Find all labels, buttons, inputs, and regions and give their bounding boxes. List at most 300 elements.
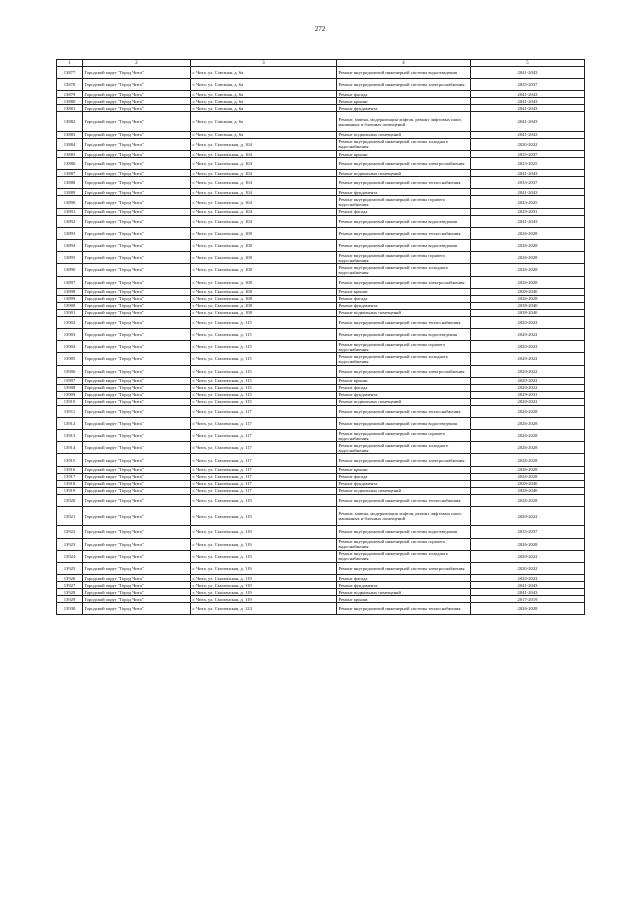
municipality-cell: Городской округ "Город Чита" [83, 288, 191, 295]
row-number-cell: 13898 [57, 288, 83, 295]
table-row [57, 105, 585, 112]
municipality-cell: Городской округ "Город Чита" [83, 264, 191, 276]
row-number-cell: 13919 [57, 487, 83, 494]
work-type-cell: Ремонт крыши [337, 596, 471, 603]
municipality-cell: Городской округ "Город Чита" [83, 227, 191, 239]
table-row [57, 302, 585, 309]
municipality-cell: Городской округ "Город Чита" [83, 131, 191, 138]
municipality-cell: Городской округ "Город Чита" [83, 240, 191, 252]
address-cell: г. Чита, ул. Смоленская, д. 119 [191, 550, 337, 562]
table-row [57, 353, 585, 365]
period-cell: 2020-2022 [471, 398, 585, 405]
address-cell: г. Чита, ул. Смоленская, д. 104 [191, 158, 337, 170]
address-cell: г. Чита, ул. Смоленская, д. 104 [191, 177, 337, 189]
work-type-cell: Ремонт фасада [337, 473, 471, 480]
address-cell: г. Чита, ул. Смоленская, д. 119 [191, 538, 337, 550]
address-cell: г. Чита, ул. Смоленская, д. 104 [191, 196, 337, 208]
work-type-cell: Ремонт внутридомовой инженерной системы холодного водоснабжения [337, 442, 471, 454]
municipality-cell: Городской округ "Город Чита" [83, 138, 191, 150]
table-row [57, 589, 585, 596]
address-cell: г. Чита, ул. Смоленская, д. 119 [191, 582, 337, 589]
address-cell: г. Чита, ул. Смоленская, д. 115 [191, 341, 337, 353]
municipality-cell: Городской округ "Город Чита" [83, 158, 191, 170]
work-type-cell: Ремонт внутридомовой инженерной системы электроснабжения [337, 158, 471, 170]
municipality-cell: Городской округ "Город Чита" [83, 526, 191, 538]
row-number-cell: 13923 [57, 538, 83, 550]
period-cell: 2026-2028 [471, 240, 585, 252]
period-cell: 2026-2028 [471, 603, 585, 615]
work-type-cell: Ремонт крыши [337, 98, 471, 105]
table-row [57, 215, 585, 227]
table-row [57, 276, 585, 288]
row-number-cell: 13915 [57, 454, 83, 466]
address-cell: г. Чита, ул. Смоленская, д. 108 [191, 302, 337, 309]
row-number-cell: 13879 [57, 91, 83, 98]
row-number-cell: 13894 [57, 240, 83, 252]
work-type-cell: Ремонт крыши [337, 288, 471, 295]
row-number-cell: 13881 [57, 105, 83, 112]
table-row [57, 328, 585, 340]
period-cell: 2026-2028 [471, 442, 585, 454]
row-number-cell: 13908 [57, 384, 83, 391]
table-row [57, 79, 585, 91]
work-type-cell: Ремонт крыши [337, 377, 471, 384]
address-cell: г. Чита, ул. Союзная, д. 6а [191, 105, 337, 112]
row-number-cell: 13920 [57, 494, 83, 506]
work-type-cell: Ремонт внутридомовой инженерной системы теплоснабжения [337, 603, 471, 615]
row-number-cell: 13877 [57, 67, 83, 79]
row-number-cell: 13909 [57, 391, 83, 398]
work-type-cell: Ремонт внутридомовой инженерной системы водоотведения [337, 215, 471, 227]
table-row [57, 562, 585, 574]
table-row [57, 550, 585, 562]
municipality-cell: Городской округ "Город Чита" [83, 98, 191, 105]
work-type-cell: Ремонт фундамента [337, 391, 471, 398]
table-row [57, 526, 585, 538]
period-cell: 2020-2022 [471, 316, 585, 328]
table-row [57, 398, 585, 405]
row-number-cell: 13904 [57, 341, 83, 353]
municipality-cell: Городской округ "Город Чита" [83, 487, 191, 494]
table-row [57, 454, 585, 466]
row-number-cell: 13912 [57, 417, 83, 429]
table-row [57, 384, 585, 391]
work-type-cell: Ремонт фасада [337, 91, 471, 98]
address-cell: г. Чита, ул. Смоленская, д. 108 [191, 240, 337, 252]
period-cell: 2041-2043 [471, 589, 585, 596]
table-row [57, 208, 585, 215]
header-cell-1: 1 [57, 60, 83, 67]
row-number-cell: 13930 [57, 603, 83, 615]
table-row [57, 67, 585, 79]
row-number-cell: 13903 [57, 328, 83, 340]
work-type-cell: Ремонт внутридомовой инженерной системы водоотведения [337, 328, 471, 340]
municipality-cell: Городской округ "Город Чита" [83, 79, 191, 91]
address-cell: г. Чита, ул. Смоленская, д. 108 [191, 227, 337, 239]
row-number-cell: 13924 [57, 550, 83, 562]
period-cell: 2026-2028 [471, 538, 585, 550]
work-type-cell: Ремонт подвальных помещений [337, 131, 471, 138]
table-row [57, 189, 585, 196]
address-cell: г. Чита, ул. Союзная, д. 6а [191, 91, 337, 98]
period-cell: 2026-2028 [471, 405, 585, 417]
period-cell: 2020-2022 [471, 575, 585, 582]
row-number-cell: 13926 [57, 575, 83, 582]
period-cell: 2026-2028 [471, 454, 585, 466]
period-cell: 2020-2022 [471, 365, 585, 377]
period-cell: 2038-2040 [471, 288, 585, 295]
table-body [57, 60, 585, 615]
municipality-cell: Городской округ "Город Чита" [83, 276, 191, 288]
period-cell: 2041-2043 [471, 170, 585, 177]
municipality-cell: Городской округ "Город Чита" [83, 189, 191, 196]
table-row [57, 309, 585, 316]
work-type-cell: Ремонт внутридомовой инженерной системы водоотведения [337, 240, 471, 252]
header-cell-5: 5 [471, 60, 585, 67]
municipality-cell: Городской округ "Город Чита" [83, 430, 191, 442]
table-row [57, 158, 585, 170]
address-cell: г. Чита, ул. Смоленская, д. 115 [191, 384, 337, 391]
row-number-cell: 13890 [57, 196, 83, 208]
period-cell: 2020-2022 [471, 384, 585, 391]
work-type-cell: Ремонт внутридомовой инженерной системы горячего водоснабжения [337, 341, 471, 353]
address-cell: г. Чита, ул. Смоленская, д. 119 [191, 562, 337, 574]
period-cell: 2035-2037 [471, 79, 585, 91]
table-row [57, 112, 585, 132]
period-cell: 2026-2028 [471, 417, 585, 429]
work-type-cell: Ремонт внутридомовой инженерной системы электроснабжения [337, 562, 471, 574]
period-cell: 2020-2022 [471, 506, 585, 526]
period-cell: 2026-2028 [471, 227, 585, 239]
work-type-cell: Ремонт внутридомовой инженерной системы теплоснабжения [337, 177, 471, 189]
period-cell: 2023-2025 [471, 158, 585, 170]
period-cell: 2035-2037 [471, 526, 585, 538]
work-type-cell: Ремонт фасада [337, 208, 471, 215]
row-number-cell: 13929 [57, 596, 83, 603]
period-cell: 2029-2031 [471, 391, 585, 398]
municipality-cell: Городской округ "Город Чита" [83, 91, 191, 98]
work-type-cell: Ремонт фундамента [337, 302, 471, 309]
row-number-cell: 13922 [57, 526, 83, 538]
work-type-cell: Ремонт фасада [337, 295, 471, 302]
municipality-cell: Городской округ "Город Чита" [83, 365, 191, 377]
work-type-cell: Ремонт внутридомовой инженерной системы горячего водоснабжения [337, 538, 471, 550]
address-cell: г. Чита, ул. Смоленская, д. 115 [191, 377, 337, 384]
work-type-cell: Ремонт подвальных помещений [337, 170, 471, 177]
row-number-cell: 13892 [57, 215, 83, 227]
table-row [57, 480, 585, 487]
table-row [57, 295, 585, 302]
period-cell: 2041-2043 [471, 98, 585, 105]
municipality-cell: Городской округ "Город Чита" [83, 341, 191, 353]
period-cell: 2017-2019 [471, 596, 585, 603]
municipality-cell: Городской округ "Город Чита" [83, 417, 191, 429]
period-cell: 2041-2043 [471, 582, 585, 589]
address-cell: г. Чита, ул. Смоленская, д. 117 [191, 466, 337, 473]
address-cell: г. Чита, ул. Смоленская, д. 104 [191, 151, 337, 158]
period-cell: 2041-2043 [471, 91, 585, 98]
address-cell: г. Чита, ул. Смоленская, д. 117 [191, 430, 337, 442]
period-cell: 2020-2022 [471, 353, 585, 365]
row-number-cell: 13907 [57, 377, 83, 384]
address-cell: г. Чита, ул. Смоленская, д. 108 [191, 264, 337, 276]
table-row [57, 240, 585, 252]
period-cell: 2020-2022 [471, 562, 585, 574]
municipality-cell: Городской округ "Город Чита" [83, 596, 191, 603]
period-cell: 2038-2040 [471, 480, 585, 487]
municipality-cell: Городской округ "Город Чита" [83, 252, 191, 264]
municipality-cell: Городской округ "Город Чита" [83, 316, 191, 328]
municipality-cell: Городской округ "Город Чита" [83, 208, 191, 215]
address-cell: г. Чита, ул. Смоленская, д. 117 [191, 405, 337, 417]
work-type-cell: Ремонт фасада [337, 384, 471, 391]
period-cell: 2041-2043 [471, 189, 585, 196]
municipality-cell: Городской округ "Город Чита" [83, 442, 191, 454]
municipality-cell: Городской округ "Город Чита" [83, 105, 191, 112]
row-number-cell: 13913 [57, 430, 83, 442]
address-cell: г. Чита, ул. Смоленская, д. 108 [191, 309, 337, 316]
work-type-cell: Ремонт фундамента [337, 582, 471, 589]
row-number-cell: 13884 [57, 138, 83, 150]
row-number-cell: 13885 [57, 151, 83, 158]
row-number-cell: 13906 [57, 365, 83, 377]
municipality-cell: Городской округ "Город Чита" [83, 550, 191, 562]
work-type-cell: Ремонт крыши [337, 151, 471, 158]
address-cell: г. Чита, ул. Смоленская, д. 117 [191, 487, 337, 494]
row-number-cell: 13888 [57, 177, 83, 189]
period-cell: 2026-2028 [471, 295, 585, 302]
municipality-cell: Городской округ "Город Чита" [83, 309, 191, 316]
address-cell: г. Чита, ул. Смоленская, д. 119 [191, 494, 337, 506]
period-cell: 2026-2028 [471, 264, 585, 276]
municipality-cell: Городской округ "Город Чита" [83, 575, 191, 582]
row-number-cell: 13927 [57, 582, 83, 589]
municipality-cell: Городской округ "Город Чита" [83, 353, 191, 365]
table-row [57, 603, 585, 615]
row-number-cell: 13883 [57, 131, 83, 138]
header-cell-4: 4 [337, 60, 471, 67]
address-cell: г. Чита, ул. Смоленская, д. 104 [191, 189, 337, 196]
municipality-cell: Городской округ "Город Чита" [83, 582, 191, 589]
municipality-cell: Городской округ "Город Чита" [83, 196, 191, 208]
table-row [57, 582, 585, 589]
municipality-cell: Городской округ "Город Чита" [83, 328, 191, 340]
row-number-cell: 13886 [57, 158, 83, 170]
period-cell: 2041-2043 [471, 105, 585, 112]
municipality-cell: Городской округ "Город Чита" [83, 473, 191, 480]
work-type-cell: Ремонт внутридомовой инженерной системы горячего водоснабжения [337, 196, 471, 208]
row-number-cell: 13901 [57, 309, 83, 316]
period-cell: 2035-2037 [471, 151, 585, 158]
municipality-cell: Городской округ "Город Чита" [83, 466, 191, 473]
table-row [57, 170, 585, 177]
period-cell: 2038-2040 [471, 302, 585, 309]
address-cell: г. Чита, ул. Смоленская, д. 108 [191, 295, 337, 302]
table-row [57, 405, 585, 417]
period-cell: 2041-2043 [471, 112, 585, 132]
row-number-cell: 13905 [57, 353, 83, 365]
work-type-cell: Ремонт внутридомовой инженерной системы электроснабжения [337, 365, 471, 377]
table-row [57, 487, 585, 494]
row-number-cell: 13893 [57, 227, 83, 239]
address-cell: г. Чита, ул. Союзная, д. 6а [191, 79, 337, 91]
row-number-cell: 13914 [57, 442, 83, 454]
row-number-cell: 13928 [57, 589, 83, 596]
municipality-cell: Городской округ "Город Чита" [83, 454, 191, 466]
row-number-cell: 13899 [57, 295, 83, 302]
row-number-cell: 13902 [57, 316, 83, 328]
municipality-cell: Городской округ "Город Чита" [83, 603, 191, 615]
work-type-cell: Ремонт внутридомовой инженерной системы холодного водоснабжения [337, 264, 471, 276]
period-cell: 2026-2028 [471, 494, 585, 506]
period-cell: 2023-2025 [471, 196, 585, 208]
work-type-cell: Ремонт, замена, модернизация лифтов, ремонт лифтовых шахт, машинных и блочных помещений [337, 112, 471, 132]
municipality-cell: Городской округ "Город Чита" [83, 384, 191, 391]
address-cell: г. Чита, ул. Смоленская, д. 119 [191, 596, 337, 603]
table-row [57, 365, 585, 377]
table-row [57, 473, 585, 480]
address-cell: г. Чита, ул. Смоленская, д. 104 [191, 138, 337, 150]
municipality-cell: Городской округ "Город Чита" [83, 494, 191, 506]
table-row [57, 227, 585, 239]
work-type-cell: Ремонт внутридомовой инженерной системы водоотведения [337, 526, 471, 538]
work-type-cell: Ремонт внутридомовой инженерной системы холодного водоснабжения [337, 550, 471, 562]
row-number-cell: 13897 [57, 276, 83, 288]
work-type-cell: Ремонт внутридомовой инженерной системы холодного водоснабжения [337, 138, 471, 150]
address-cell: г. Чита, ул. Смоленская, д. 104 [191, 215, 337, 227]
municipality-cell: Городской округ "Город Чита" [83, 302, 191, 309]
period-cell: 2020-2022 [471, 377, 585, 384]
address-cell: г. Чита, ул. Смоленская, д. 115 [191, 391, 337, 398]
address-cell: г. Чита, ул. Смоленская, д. 119 [191, 526, 337, 538]
table-row [57, 377, 585, 384]
row-number-cell: 13917 [57, 473, 83, 480]
table-row [57, 91, 585, 98]
table-row [57, 138, 585, 150]
work-type-cell: Ремонт внутридомовой инженерной системы электроснабжения [337, 276, 471, 288]
row-number-cell: 13918 [57, 480, 83, 487]
table-row [57, 151, 585, 158]
period-cell: 2026-2028 [471, 430, 585, 442]
work-type-cell: Ремонт внутридомовой инженерной системы горячего водоснабжения [337, 252, 471, 264]
address-cell: г. Чита, ул. Смоленская, д. 108 [191, 252, 337, 264]
row-number-cell: 13900 [57, 302, 83, 309]
work-type-cell: Ремонт внутридомовой инженерной системы электроснабжения [337, 454, 471, 466]
work-type-cell: Ремонт внутридомовой инженерной системы теплоснабжения [337, 227, 471, 239]
work-type-cell: Ремонт подвальных помещений [337, 309, 471, 316]
period-cell: 2020-2022 [471, 341, 585, 353]
address-cell: г. Чита, ул. Союзная, д. 6а [191, 98, 337, 105]
municipality-cell: Городской округ "Город Чита" [83, 391, 191, 398]
work-type-cell: Ремонт, замена, модернизация лифтов, ремонт лифтовых шахт, машинных и блочных помещений [337, 506, 471, 526]
table-row [57, 288, 585, 295]
address-cell: г. Чита, ул. Смоленская, д. 115 [191, 316, 337, 328]
address-cell: г. Чита, ул. Смоленская, д. 117 [191, 442, 337, 454]
work-type-cell: Ремонт подвальных помещений [337, 589, 471, 596]
period-cell: 2041-2043 [471, 215, 585, 227]
row-number-cell: 13921 [57, 506, 83, 526]
address-cell: г. Чита, ул. Союзная, д. 6а [191, 67, 337, 79]
row-number-cell: 13910 [57, 398, 83, 405]
table-row [57, 494, 585, 506]
header-cell-2: 2 [83, 60, 191, 67]
table-row [57, 538, 585, 550]
row-number-cell: 13889 [57, 189, 83, 196]
address-cell: г. Чита, ул. Смоленская, д. 115 [191, 353, 337, 365]
table-row [57, 131, 585, 138]
row-number-cell: 13887 [57, 170, 83, 177]
address-cell: г. Чита, ул. Смоленская, д. 117 [191, 417, 337, 429]
address-cell: г. Чита, ул. Смоленская, д. 108 [191, 276, 337, 288]
municipality-cell: Городской округ "Город Чита" [83, 589, 191, 596]
period-cell: 2026-2028 [471, 252, 585, 264]
address-cell: г. Чита, ул. Смоленская, д. 115 [191, 365, 337, 377]
table-row [57, 177, 585, 189]
page-number: 272 [314, 25, 326, 33]
work-type-cell: Ремонт внутридомовой инженерной системы водоотведения [337, 67, 471, 79]
address-cell: г. Чита, ул. Смоленская, д. 117 [191, 473, 337, 480]
row-number-cell: 13896 [57, 264, 83, 276]
work-type-cell: Ремонт фундамента [337, 105, 471, 112]
row-number-cell: 13895 [57, 252, 83, 264]
work-type-cell: Ремонт подвальных помещений [337, 398, 471, 405]
row-number-cell: 13891 [57, 208, 83, 215]
municipality-cell: Городской округ "Город Чита" [83, 377, 191, 384]
municipality-cell: Городской округ "Город Чита" [83, 177, 191, 189]
address-cell: г. Чита, ул. Смоленская, д. 119 [191, 589, 337, 596]
table-row [57, 430, 585, 442]
address-cell: г. Чита, ул. Смоленская, д. 104 [191, 208, 337, 215]
work-type-cell: Ремонт внутридомовой инженерной системы электроснабжения [337, 79, 471, 91]
table-row [57, 98, 585, 105]
table-row [57, 596, 585, 603]
period-cell: 2020-2022 [471, 138, 585, 150]
table-row [57, 341, 585, 353]
address-cell: г. Чита, ул. Смоленская, д. 119 [191, 506, 337, 526]
period-cell: 2038-2040 [471, 487, 585, 494]
municipality-cell: Городской округ "Город Чита" [83, 215, 191, 227]
row-number-cell: 13911 [57, 405, 83, 417]
table-row [57, 506, 585, 526]
table-row [57, 417, 585, 429]
header-row [57, 60, 585, 67]
address-cell: г. Чита, ул. Союзная, д. 6а [191, 131, 337, 138]
period-cell: 2041-2043 [471, 67, 585, 79]
municipality-cell: Городской округ "Город Чита" [83, 170, 191, 177]
work-type-cell: Ремонт крыши [337, 466, 471, 473]
work-type-cell: Ремонт фундамента [337, 189, 471, 196]
municipality-cell: Городской округ "Город Чита" [83, 151, 191, 158]
work-type-cell: Ремонт внутридомовой инженерной системы теплоснабжения [337, 405, 471, 417]
municipality-cell: Городской округ "Город Чита" [83, 398, 191, 405]
table-row [57, 442, 585, 454]
row-number-cell: 13916 [57, 466, 83, 473]
row-number-cell: 13882 [57, 112, 83, 132]
municipality-cell: Городской округ "Город Чита" [83, 67, 191, 79]
work-type-cell: Ремонт фасада [337, 575, 471, 582]
work-type-cell: Ремонт внутридомовой инженерной системы теплоснабжения [337, 316, 471, 328]
period-cell: 2026-2028 [471, 466, 585, 473]
address-cell: г. Чита, ул. Смоленская, д. 117 [191, 454, 337, 466]
municipality-cell: Городской округ "Город Чита" [83, 405, 191, 417]
work-type-cell: Ремонт внутридомовой инженерной системы водоотведения [337, 417, 471, 429]
address-cell: г. Чита, ул. Союзная, д. 6а [191, 112, 337, 132]
municipality-cell: Городской округ "Город Чита" [83, 538, 191, 550]
work-type-cell: Ремонт фундамента [337, 480, 471, 487]
period-cell: 2020-2022 [471, 328, 585, 340]
municipality-cell: Городской округ "Город Чита" [83, 480, 191, 487]
table-row [57, 196, 585, 208]
